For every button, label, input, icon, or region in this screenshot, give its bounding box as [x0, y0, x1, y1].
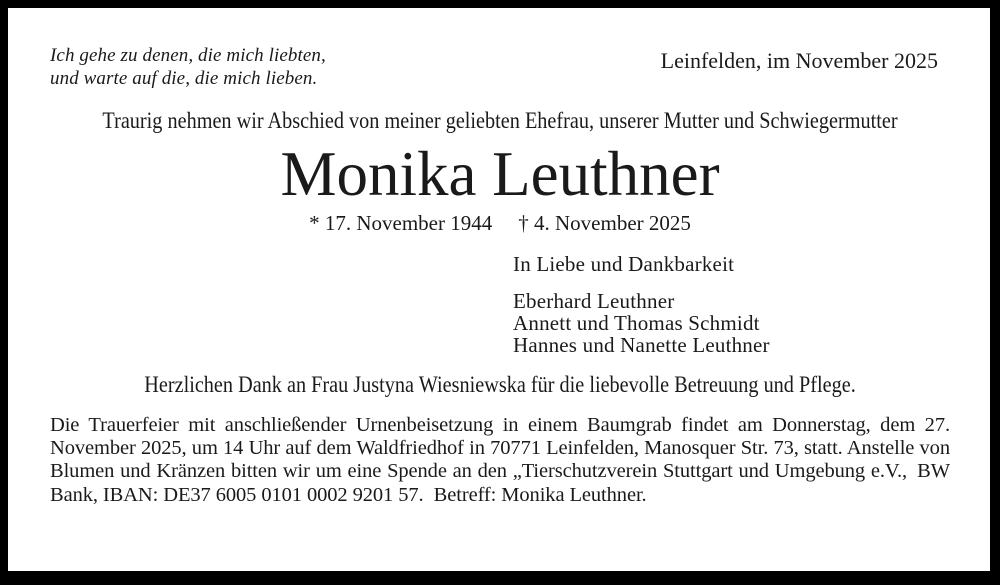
frame-border-right	[990, 0, 1000, 585]
death-date: † 4. November 2025	[518, 211, 691, 235]
mourner-name: Eberhard Leuthner	[513, 289, 675, 313]
life-dates	[0, 211, 1000, 236]
birth-date: * 17. November 1944	[309, 211, 493, 235]
intro-line: Traurig nehmen wir Abschied von meiner geliebten Ehefrau, unserer Mutter und Schwiegermutter	[102, 108, 898, 133]
closing-line: In Liebe und Dankbarkeit	[513, 252, 735, 276]
epigraph-line-2: und warte auf die, die mich lieben.	[50, 68, 318, 89]
frame-border-left	[0, 0, 8, 585]
thanks-line: Herzlichen Dank an Frau Justyna Wiesniewska für die liebevolle Betreuung und Pflege.	[144, 372, 856, 397]
frame-border-bottom	[0, 571, 1000, 585]
mourner-name: Annett und Thomas Schmidt	[513, 311, 760, 335]
epigraph-line-1: Ich gehe zu denen, die mich liebten,	[50, 45, 326, 66]
frame-border-top	[0, 0, 1000, 8]
deceased-name: Monika Leuthner	[280, 139, 720, 209]
place-dateline: Leinfelden, im November 2025	[660, 48, 938, 73]
family-block	[513, 253, 770, 356]
epigraph-quote	[50, 44, 326, 90]
funeral-paragraph: Die Trauerfeier mit anschließender Urnenbeisetzung in einem Baumgrab findet am Donnerstag, dem 27. November 2025, um 14 Uhr auf dem Waldfriedhof in 70771 Leinfelden, Manosquer Str. 73, statt. Anstelle von Blumen und Kränzen bitten wir um eine Spende an den „Tierschutzverein Stuttgart und Umgebung e.V., BW Bank, IBAN: DE37 6005 0101 0002 9201 57. Betreff: Monika Leuthner.	[50, 414, 950, 506]
mourner-name: Hannes und Nanette Leuthner	[513, 333, 770, 357]
